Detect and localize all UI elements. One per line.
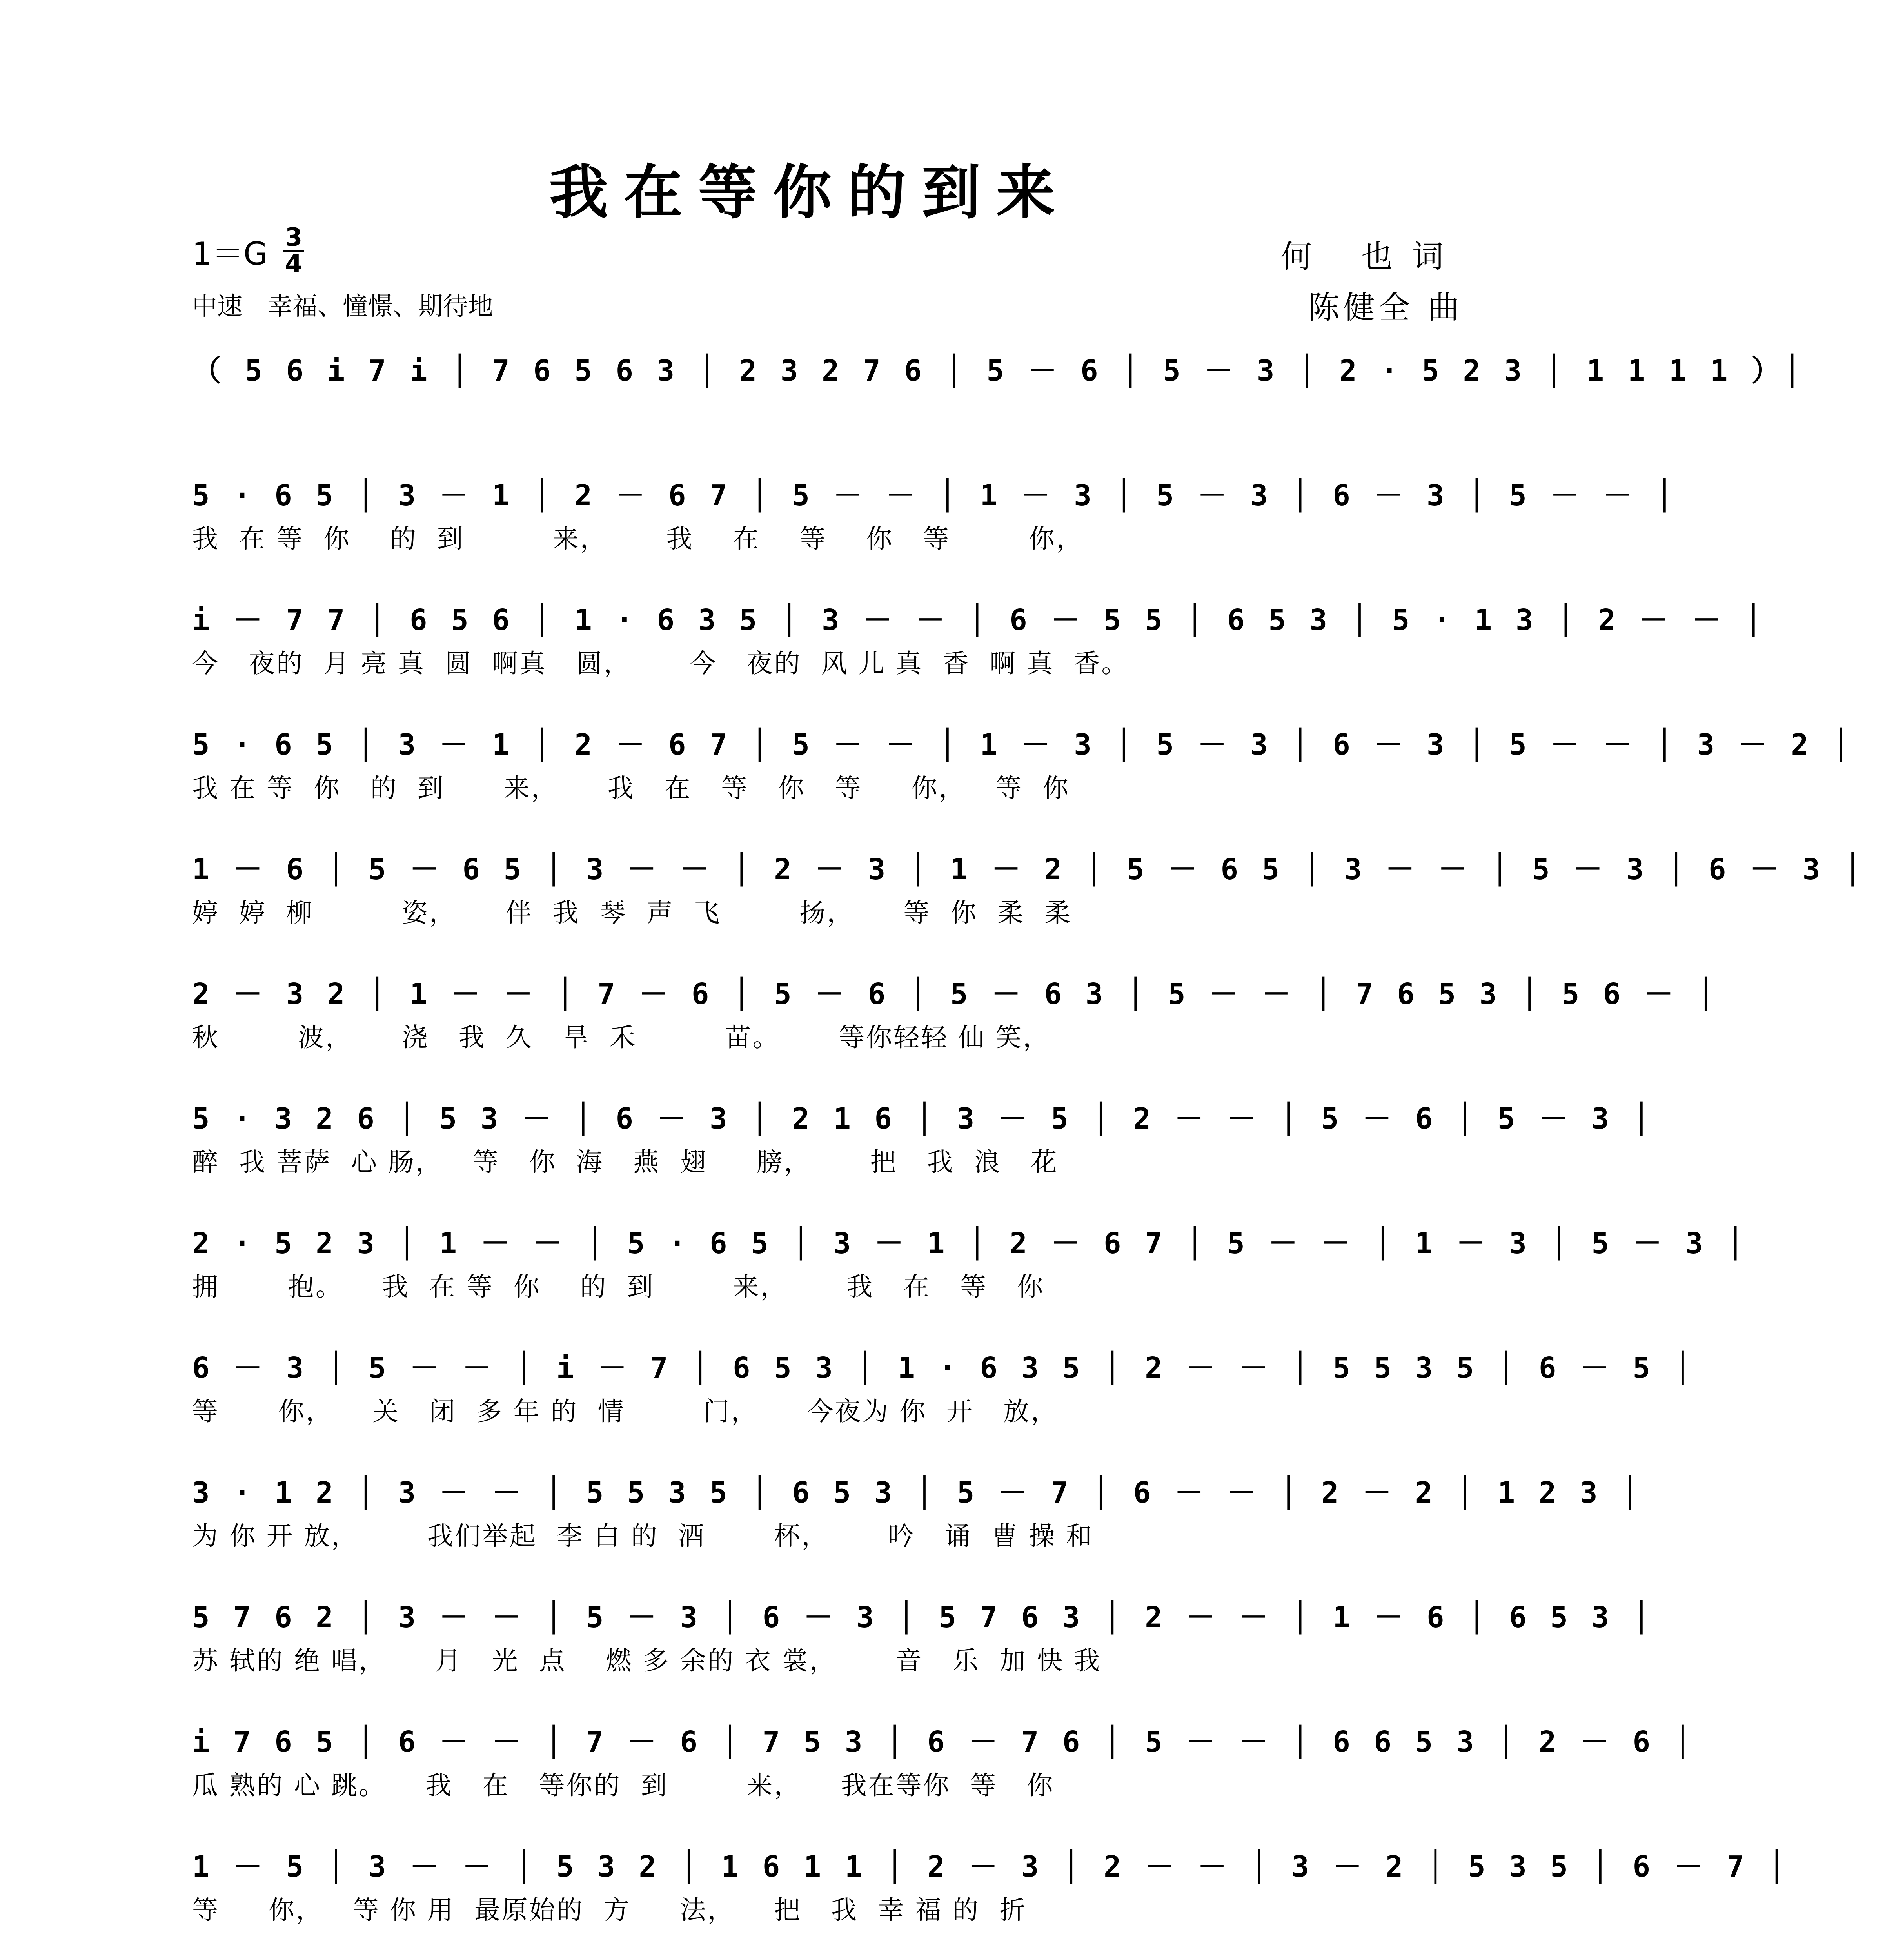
notation-line <box>192 1467 1642 1514</box>
song-title: 我在等你的到来 <box>549 158 1071 227</box>
notation-text: 2 · 5 2 3 │ 1 － － │ 5 · 6 5 │ 3 － 1 │ 2 － 6 7 │ 5 － － │ 1 － 3 │ 5 － 3 │ <box>192 1227 1747 1260</box>
lyric-line <box>192 1514 1458 1553</box>
notation-line <box>192 470 1677 517</box>
lyric-text: 我 在 等 你 的 到 来， 我 在 等 你 等 你， 等 你 <box>192 773 1070 803</box>
notation-text: 5 7 6 2 │ 3 － － │ 5 － 3 │ 6 － 3 │ 5 7 6 3 │ 2 － － │ 1 － 6 │ 6 5 3 │ <box>192 1601 1654 1634</box>
lyric-text: 等 你， 等 你 用 最原始的 方 法， 把 我 幸 福 的 折 <box>192 1895 1027 1925</box>
key-and-time <box>192 223 304 279</box>
score-line <box>192 470 1677 556</box>
notation-line <box>192 1592 1654 1639</box>
lyric-line <box>192 1265 1458 1304</box>
lyric-text: 今 夜的 月 亮 真 圆 啊真 圆， 今 夜的 风 儿 真 香 啊 真 香。 <box>192 648 1129 679</box>
score-line <box>192 844 1865 930</box>
notation-text: i 7 6 5 │ 6 － － │ 7 － 6 │ 7 5 3 │ 6 － 7 6 │ 5 － － │ 6 6 5 3 │ 2 － 6 │ <box>192 1725 1695 1759</box>
notation-line <box>192 1716 1695 1763</box>
notation-text: 6 － 3 │ 5 － － │ i － 7 │ 6 5 3 │ 1 · 6 3 5 │ 2 － － │ 5 5 3 5 │ 6 － 5 │ <box>192 1351 1695 1385</box>
score-line <box>192 1342 1695 1428</box>
notation-text: 1 － 6 │ 5 － 6 5 │ 3 － － │ 2 － 3 │ 1 － 2 │ 5 － 6 5 │ 3 － － │ 5 － 3 │ 6 － 3 │ <box>192 853 1865 886</box>
lyric-line <box>192 1015 1458 1054</box>
lyric-line <box>192 517 1458 556</box>
score-line <box>192 1467 1642 1553</box>
lyric-text: 拥 抱。 我 在 等 你 的 到 来， 我 在 等 你 <box>192 1271 1045 1302</box>
score-line <box>192 594 1765 681</box>
lyric-text: 为 你 开 放， 我们举起 李 白 的 酒 杯， 吟 诵 曹 操 和 <box>192 1521 1094 1551</box>
lyric-line <box>192 1763 1458 1802</box>
score-line <box>192 345 1804 431</box>
lyric-line <box>192 641 1458 681</box>
score-line <box>192 1716 1695 1802</box>
score-line <box>192 1841 1789 1927</box>
notation-text: 5 · 6 5 │ 3 － 1 │ 2 － 6 7 │ 5 － － │ 1 － 3 │ 5 － 3 │ 6 － 3 │ 5 － － │ <box>192 479 1677 512</box>
lyricist: 何 也词 <box>1280 238 1463 275</box>
notation-text: 1 － 5 │ 3 － － │ 5 3 2 │ 1 6 1 1 │ 2 － 3 │ 2 － － │ 3 － 2 │ 5 3 5 │ 6 － 7 │ <box>192 1850 1789 1884</box>
time-signature-bottom: 4 <box>285 250 303 279</box>
notation-line <box>192 968 1718 1015</box>
score-line <box>192 968 1718 1054</box>
notation-text: 5 · 3 2 6 │ 5 3 － │ 6 － 3 │ 2 1 6 │ 3 － 5 │ 2 － － │ 5 － 6 │ 5 － 3 │ <box>192 1102 1654 1136</box>
notation-line <box>192 345 1804 392</box>
notation-text: （ 5 6 i 7 i │ 7 6 5 6 3 │ 2 3 2 7 6 │ 5 － 6 │ 5 － 3 │ 2 · 5 2 3 │ 1 1 1 1 ）│ <box>192 354 1804 388</box>
lyric-line <box>192 392 1458 431</box>
notation-line <box>192 719 1853 766</box>
notation-line <box>192 594 1765 641</box>
score-line <box>192 1592 1654 1678</box>
tempo-marking: 中速 幸福、憧憬、期待地 <box>192 292 493 321</box>
lyric-line <box>192 891 1458 930</box>
composer: 陈健全 曲 <box>1308 289 1463 326</box>
lyric-text: 秋 波， 浇 我 久 旱 禾 苗。 等你轻轻 仙 笑， <box>192 1022 1051 1053</box>
notation-text: 3 · 1 2 │ 3 － － │ 5 5 3 5 │ 6 5 3 │ 5 － 7 │ 6 － － │ 2 － 2 │ 1 2 3 │ <box>192 1476 1642 1510</box>
lyric-line <box>192 1140 1458 1179</box>
lyric-text: 我 在 等 你 的 到 来， 我 在 等 你 等 你， <box>192 523 1084 554</box>
key-signature: 1＝G <box>192 235 268 272</box>
notation-line <box>192 1093 1654 1140</box>
notation-line <box>192 1342 1695 1389</box>
lyric-text: 瓜 熟的 心 跳。 我 在 等你的 到 来， 我在等你 等 你 <box>192 1770 1055 1800</box>
time-signature <box>283 223 304 279</box>
lyric-line <box>192 1389 1458 1428</box>
notation-text: 5 · 6 5 │ 3 － 1 │ 2 － 6 7 │ 5 － － │ 1 － 3 │ 5 － 3 │ 6 － 3 │ 5 － － │ 3 － 2 │ <box>192 728 1853 762</box>
lyric-text: 醉 我 菩萨 心 肠， 等 你 海 燕 翅 膀， 把 我 浪 花 <box>192 1147 1059 1177</box>
score-line <box>192 1218 1747 1304</box>
notation-line <box>192 1841 1789 1888</box>
notation-text: 2 － 3 2 │ 1 － － │ 7 － 6 │ 5 － 6 │ 5 － 6 3 │ 5 － － │ 7 6 5 3 │ 5 6 － │ <box>192 977 1718 1011</box>
notation-line <box>192 1218 1747 1265</box>
notation-text: i － 7 7 │ 6 5 6 │ 1 · 6 3 5 │ 3 － － │ 6 － 5 5 │ 6 5 3 │ 5 · 1 3 │ 2 － － │ <box>192 603 1765 637</box>
lyric-text: 苏 轼的 绝 唱， 月 光 点 燃 多 余的 衣 裳， 音 乐 加 快 我 <box>192 1645 1102 1676</box>
score-line <box>192 1093 1654 1179</box>
score-line <box>192 719 1853 805</box>
lyric-text: 婷 婷 柳 姿， 伴 我 琴 声 飞 扬， 等 你 柔 柔 <box>192 897 1072 928</box>
lyric-line <box>192 766 1458 805</box>
lyric-text: 等 你， 关 闭 多 年 的 情 门， 今夜为 你 开 放， <box>192 1396 1059 1426</box>
lyric-line <box>192 1639 1458 1678</box>
time-signature-top: 3 <box>283 225 304 252</box>
lyric-line <box>192 1888 1458 1927</box>
notation-line <box>192 844 1865 891</box>
